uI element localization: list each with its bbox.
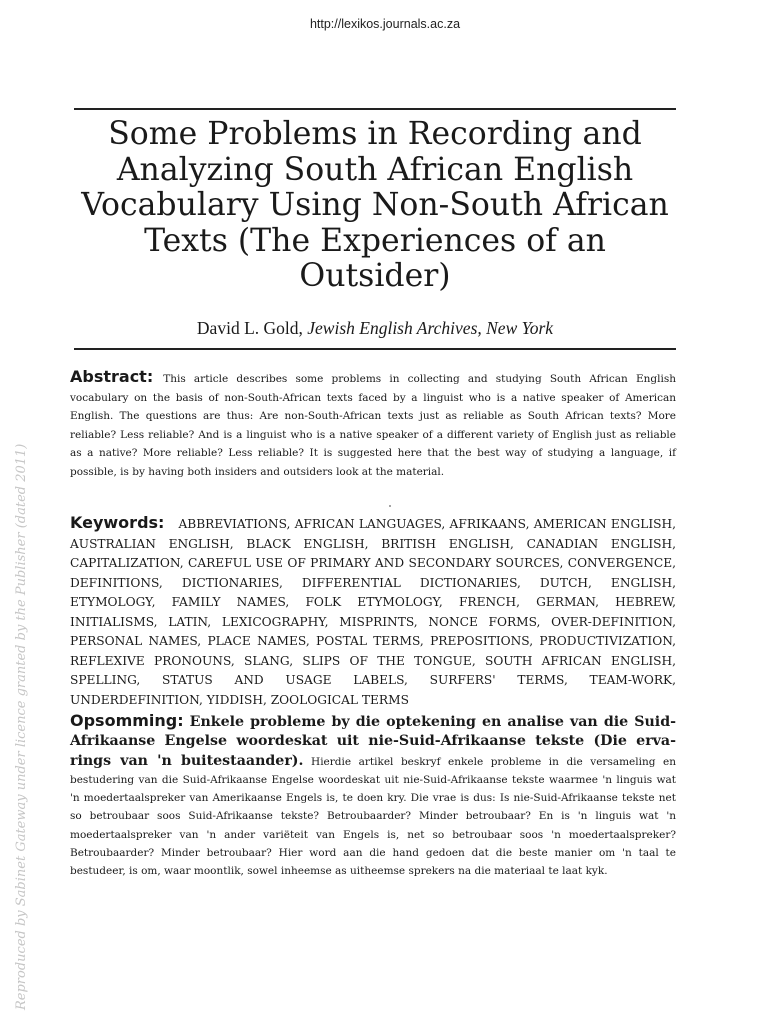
stray-dot xyxy=(389,505,391,507)
abstract-heading: Abstract: xyxy=(70,367,154,386)
summary-paragraph xyxy=(70,712,676,881)
byline xyxy=(74,318,676,339)
title-top-rule xyxy=(74,108,676,110)
author-name: David L. Gold, xyxy=(196,318,303,338)
journal-url: http://lexikos.journals.ac.za xyxy=(309,17,461,31)
byline-bottom-rule xyxy=(74,348,676,350)
keywords-heading: Keywords: xyxy=(70,513,165,532)
abstract-paragraph xyxy=(70,368,676,481)
sabinet-watermark: Reproduced by Sabinet Gateway under licence granted by the Publisher (dated 2011) xyxy=(14,443,29,1010)
abstract-text: This article describes some problems in collecting and studying South African English vocabulary on the basis of non-South-African texts faced by a linguist who is a native speaker of American English. The questions are thus: Are non-South-African texts just as reliable as South African texts? More reliable? Less reliable? And is a linguist who is a native speaker of a different variety of English just as reliable as a native? More reliable? Less reliable? It is suggested here that the best way of studying a language, if possible, is by having both insiders and outsiders look at the material. xyxy=(70,373,676,478)
keywords-text: ABBREVIATIONS, AFRICAN LANGUAGES, AFRIKAANS, AMERICAN ENGLISH, AUSTRALIAN ENGLISH, BLACK ENGLISH, BRITISH ENGLISH, CANADIAN ENGLISH, CAPITALIZATION, CAREFUL USE OF PRIMARY AND SECONDARY SOURCES, CONVERGENCE, DEFINITIONS, DICTIONARIES, DIFFERENTIAL DICTIONARIES, DUTCH, ENGLISH, ETYMOLOGY, FAMILY NAMES, FOLK ETYMOLOGY, FRENCH, GERMAN, HEBREW, INITIALISMS, LATIN, LEXICOGRAPHY, MISPRINTS, NONCE FORMS, OVER-DEFINITION, PERSONAL NAMES, PLACE NAMES, POSTAL TERMS, PREPOSITIONS, PRODUCTIVIZATION, REFLEXIVE PRONOUNS, SLANG, SLIPS OF THE TONGUE, SOUTH AFRICAN ENGLISH, SPELLING, STATUS AND USAGE LABELS, SURFERS' TERMS, TEAM-WORK, UNDERDEFINITION, YIDDISH, ZOOLOGICAL TERMS xyxy=(70,517,676,707)
summary-title: Enkele probleme by die optekening en analise van die Suid-Afrikaanse Engelse woordeskat uit nie-Suid-Afrikaanse tekste (Die erva-rings van 'n buitestaander). xyxy=(70,714,676,769)
summary-heading: Opsomming: xyxy=(70,711,184,730)
author-affiliation: Jewish English Archives, New York xyxy=(307,318,554,338)
summary-text: Hierdie artikel beskryf enkele probleme in die versameling en bestudering van die Suid-Afrikaanse Engelse woordeskat uit nie-Suid-Afrikaanse tekste waarmee 'n linguis wat 'n moedertaalspreker van Amerikaanse Engels is, te doen kry. Die vrae is dus: Is nie-Suid-Afrikaanse tekste net so betroubaar soos Suid-Afrikaanse tekste? Betroubaarder? Minder betroubaar? En is 'n linguis wat 'n moedertaalspreker van 'n ander variëteit van Engels is, net so betroubaar soos 'n moedertaalspreker? Betroubaarder? Minder betroubaar? Hier word aan die hand gedoen dat die beste manier om 'n taal te bestudeer, is om, waar moontlik, sowel inheemse as uitheemse sprekers na die materiaal te laat kyk. xyxy=(70,755,676,878)
article-title: Some Problems in Recording and Analyzing South African English Vocabulary Using Non-South African Texts (The Experiences of an Outsider) xyxy=(81,116,669,294)
keywords-paragraph xyxy=(70,513,676,710)
